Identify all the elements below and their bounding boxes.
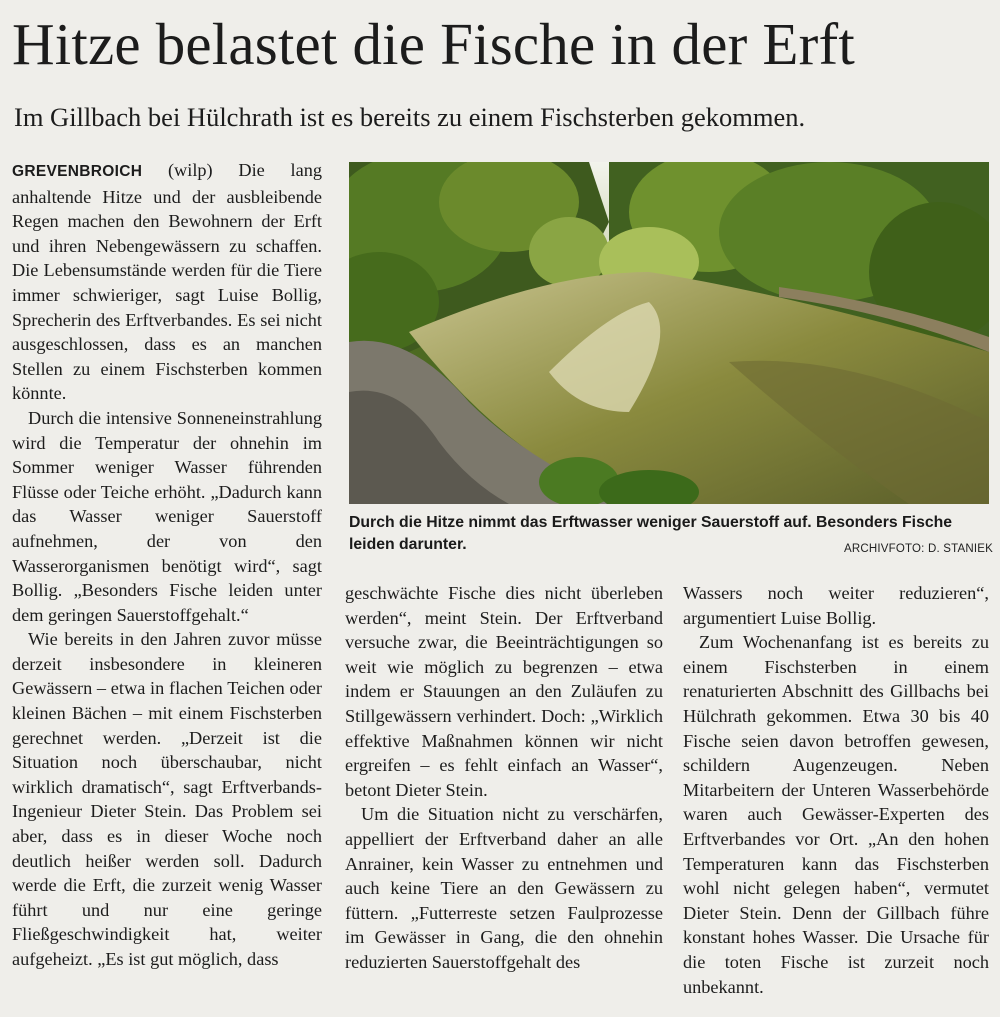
headline: Hitze belastet die Fische in der Erft	[12, 11, 855, 77]
paragraph: Zum Wochenanfang ist es bereits zu einem Fischsterben in einem renaturierten Abschnitt des Gillbachs bei Hülchrath gekommen. Etwa 30 bis 40 Fische seien davon betroffen gewesen, schildern Augenzeugen. Neben Mitarbeitern der Unteren Wasserbehörde waren auch Gewässer-Experten des Erftverbandes vor Ort. „An den hohen Temperaturen kann das Fischsterben wohl nicht gelegen haben“, vermutet Dieter Stein. Denn der Gillbach führe konstant hohes Wasser. Die Ursache für die toten Fische ist zurzeit noch unbekannt.	[683, 632, 989, 997]
river-photo-image	[349, 162, 989, 504]
dateline: GREVENBROICH	[12, 163, 143, 180]
photo-credit: ARCHIVFOTO: D. STANIEK	[843, 543, 993, 555]
photo-caption: Durch die Hitze nimmt das Erftwasser weniger Sauerstoff auf. Besonders Fische leiden darunter.	[349, 514, 953, 553]
paragraph-text: Die lang anhaltende Hitze und der ausbleibende Regen machen den Bewohnern der Erft und ihren Nebengewässern zu schaffen. Die Lebensumstände werden für die Tiere immer schwieriger, sagt Luise Bollig, Sprecherin des Erftverbandes. Es sei nicht ausgeschlossen, dass es an manchen Stellen zu einem Fischsterben kommen könnte.	[12, 160, 322, 404]
paragraph: Wie bereits in den Jahren zuvor müsse derzeit insbesondere in kleineren Gewässern – etwa in flachen Teichen oder kleinen Bächen – mit einem Fischsterben gerechnet werden. „Derzeit ist die Situation noch überschaubar, nicht wirklich dramatisch“, sagt Erftverbands-Ingenieur Dieter Stein. Das Problem sei aber, dass es in dieser Woche noch deutlich heißer werden soll. Dadurch werde die Erft, die zurzeit wenig Wasser führt und nur eine geringe Fließgeschwindigkeit hat, weiter aufgeheizt. „Es ist gut möglich, dass	[12, 629, 322, 969]
paragraph: Wassers noch weiter reduzieren“, argumentiert Luise Bollig.	[683, 583, 989, 628]
paragraph	[12, 158, 322, 406]
article-column-2	[345, 581, 663, 975]
paragraph: Um die Situation nicht zu verschärfen, appelliert der Erftverband daher an alle Anrainer, kein Wasser zu entnehmen und auch keine Tiere an den Gewässern zu füttern. „Futterreste setzen Faulprozesse im Gewässer in Gang, die den ohnehin reduzierten Sauerstoffgehalt des	[345, 804, 663, 972]
paragraph: geschwächte Fische dies nicht überleben werden“, meint Stein. Der Erftverband versuche zwar, die Beeinträchtigungen so weit wie möglich zu begrenzen – etwa indem er Stauungen an den Zuläufen zu Stillgewässern verhindert. Doch: „Wirklich effektive Maßnahmen können wir nicht ergreifen – es fehlt einfach an Wasser“, betont Dieter Stein.	[345, 583, 663, 800]
paragraph: Durch die intensive Sonneneinstrahlung wird die Temperatur der ohnehin im Sommer weniger Wasser führenden Flüsse oder Teiche erhöht. „Dadurch kann das Wasser weniger Sauerstoff aufnehmen, der von den Wasserorganismen benötigt wird“, sagt Bollig. „Besonders Fische leiden unter dem geringen Sauerstoffgehalt.“	[12, 407, 322, 625]
article-column-1	[12, 158, 322, 972]
river-photo	[349, 162, 989, 504]
byline-tag: (wilp)	[167, 160, 213, 180]
subheadline: Im Gillbach bei Hülchrath ist es bereits zu einem Fischsterben gekommen.	[14, 102, 806, 132]
article-column-3	[683, 581, 989, 999]
